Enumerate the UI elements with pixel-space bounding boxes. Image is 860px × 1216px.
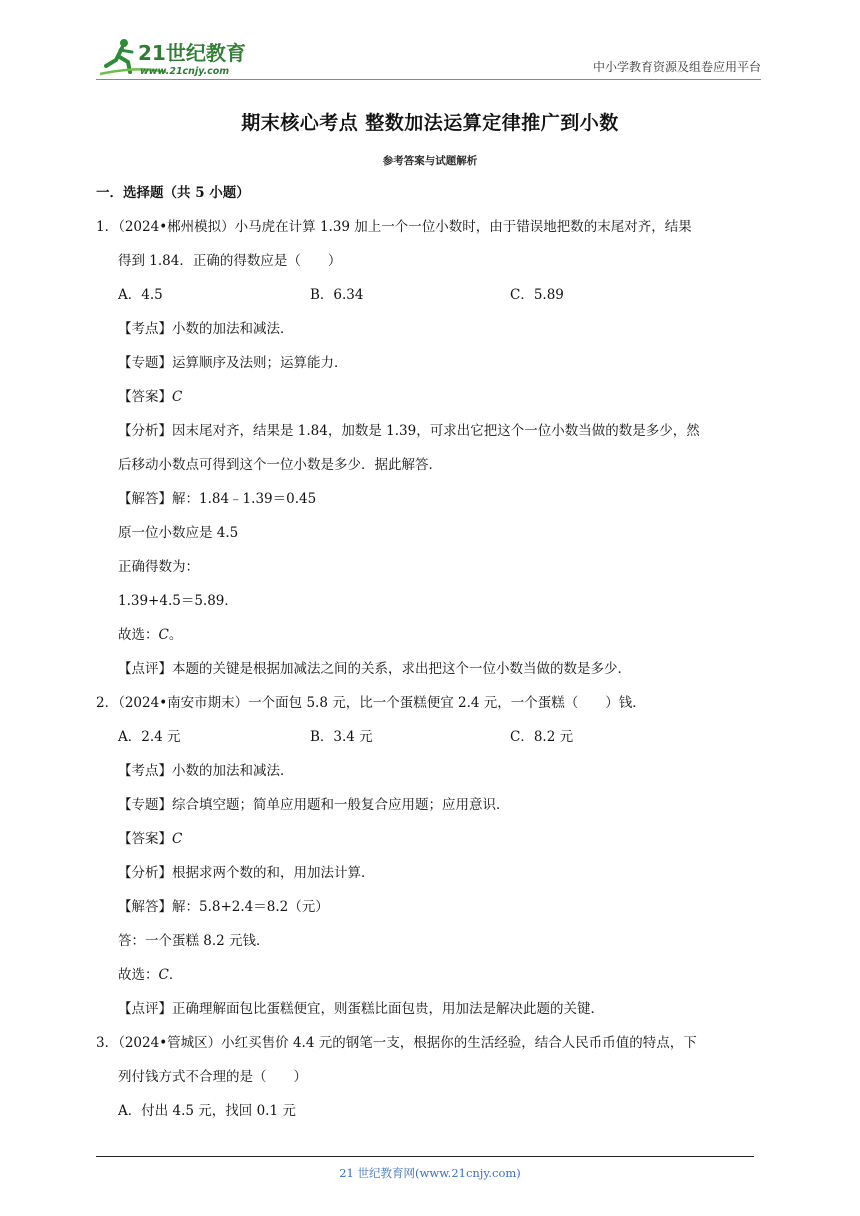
jieda-choice-prefix: 故选：	[118, 967, 159, 983]
q1-stem-line2: 得到 1.84．正确的得数应是（ ）	[118, 253, 342, 269]
question-1	[96, 210, 766, 686]
q1-option-b: B．6.34	[310, 287, 364, 303]
kaodian-tag: 【考点】	[118, 321, 172, 337]
answer-tag: 【答案】	[118, 831, 172, 847]
q2-stem: 2．（2024•南安市期末）一个面包 5.8 元，比一个蛋糕便宜 2.4 元，一个蛋糕（ ）钱．	[96, 695, 646, 711]
q1-stem-line1: 1．（2024•郴州模拟）小马虎在计算 1.39 加上一个一位小数时，由于错误地把数的末尾对齐，结果	[96, 219, 692, 235]
q2-jieda-line1	[96, 890, 766, 924]
zhuanti-tag: 【专题】	[118, 355, 172, 371]
q1-zhuanti	[96, 346, 766, 380]
q3-option-a: A．付出 4.5 元，找回 0.1 元	[118, 1103, 296, 1119]
footer-link[interactable]: 21 世纪教育网(www.21cnjy.com)	[339, 1166, 521, 1180]
jieda-choice-suffix: 。	[168, 627, 183, 643]
q1-jieda-line1	[96, 482, 766, 516]
kaodian-text: 小数的加法和减法．	[172, 763, 294, 779]
q2-option-c: C．8.2 元	[510, 729, 574, 745]
platform-name: 中小学教育资源及组卷应用平台	[592, 60, 761, 74]
q3-stem-line2: 列付钱方式不合理的是（ ）	[118, 1069, 307, 1085]
dianping-text: 本题的关键是根据加减法之间的关系，求出把这个一位小数当做的数是多少．	[172, 661, 631, 677]
page-subtitle: 参考答案与试题解析	[382, 155, 478, 167]
header-divider	[96, 79, 761, 80]
q2-jieda-line3	[96, 958, 766, 992]
question-3	[96, 1026, 766, 1128]
jieda-choice-prefix: 故选：	[118, 627, 159, 643]
q1-fenxi-line1	[96, 414, 766, 448]
page-header	[96, 28, 761, 80]
dianping-text: 正确理解面包比蛋糕便宜，则蛋糕比面包贵，用加法是解决此题的关键．	[172, 1001, 604, 1017]
kaodian-tag: 【考点】	[118, 763, 172, 779]
q1-jieda-line5	[96, 618, 766, 652]
fenxi-text: 根据求两个数的和，用加法计算．	[172, 865, 375, 881]
q2-jieda-line2: 答：一个蛋糕 8.2 元钱．	[118, 933, 270, 949]
document-body	[96, 176, 766, 1128]
q2-fenxi	[96, 856, 766, 890]
question-2	[96, 686, 766, 1026]
page-title: 期末核心考点 整数加法运算定律推广到小数	[241, 112, 619, 134]
jieda-choice: C	[158, 967, 169, 983]
q1-options	[96, 278, 766, 312]
jieda-text: 解：1.84﹣1.39＝0.45	[172, 491, 317, 507]
q1-jieda-line2: 原一位小数应是 4.5	[118, 525, 239, 541]
q1-option-a: A．4.5	[118, 287, 163, 303]
section-heading: 一．选择题（共 5 小题）	[96, 185, 250, 201]
q2-options	[96, 720, 766, 754]
answer-text: C	[172, 831, 183, 847]
q1-dianping	[96, 652, 766, 686]
zhuanti-text: 综合填空题；简单应用题和一般复合应用题；应用意识．	[172, 797, 510, 813]
jieda-tag: 【解答】	[118, 899, 172, 915]
q2-dianping	[96, 992, 766, 1026]
kaodian-text: 小数的加法和减法．	[172, 321, 294, 337]
q1-jieda-line4: 1.39+4.5＝5.89．	[118, 593, 238, 609]
q2-zhuanti	[96, 788, 766, 822]
zhuanti-text: 运算顺序及法则；运算能力．	[172, 355, 348, 371]
answer-tag: 【答案】	[118, 389, 172, 405]
dianping-tag: 【点评】	[118, 1001, 172, 1017]
jieda-tag: 【解答】	[118, 491, 172, 507]
fenxi-text: 因末尾对齐，结果是 1.84，加数是 1.39，可求出它把这个一位小数当做的数是多少，然	[172, 423, 700, 439]
q1-option-c: C．5.89	[510, 287, 564, 303]
q2-option-a: A．2.4 元	[118, 729, 181, 745]
dianping-tag: 【点评】	[118, 661, 172, 677]
jieda-choice-suffix: ．	[168, 967, 183, 983]
q1-fenxi-line2: 后移动小数点可得到这个一位小数是多少．据此解答．	[118, 457, 442, 473]
jieda-text: 解：5.8+2.4＝8.2（元）	[172, 899, 329, 915]
q1-jieda-line3: 正确得数为：	[118, 559, 199, 575]
q1-kaodian	[96, 312, 766, 346]
fenxi-tag: 【分析】	[118, 865, 172, 881]
site-logo	[96, 36, 266, 78]
q3-stem-line1: 3．（2024•管城区）小红买售价 4.4 元的钢笔一支，根据你的生活经验，结合人民币币值的特点，下	[96, 1035, 697, 1051]
logo-text: 21世纪教育	[138, 41, 246, 65]
logo-url: www.21cnjy.com	[140, 66, 230, 77]
answer-text: C	[172, 389, 183, 405]
q2-option-b: B．3.4 元	[310, 729, 373, 745]
jieda-choice: C	[158, 627, 169, 643]
q1-answer	[96, 380, 766, 414]
q2-answer	[96, 822, 766, 856]
zhuanti-tag: 【专题】	[118, 797, 172, 813]
fenxi-tag: 【分析】	[118, 423, 172, 439]
footer-divider	[96, 1156, 754, 1157]
q2-kaodian	[96, 754, 766, 788]
